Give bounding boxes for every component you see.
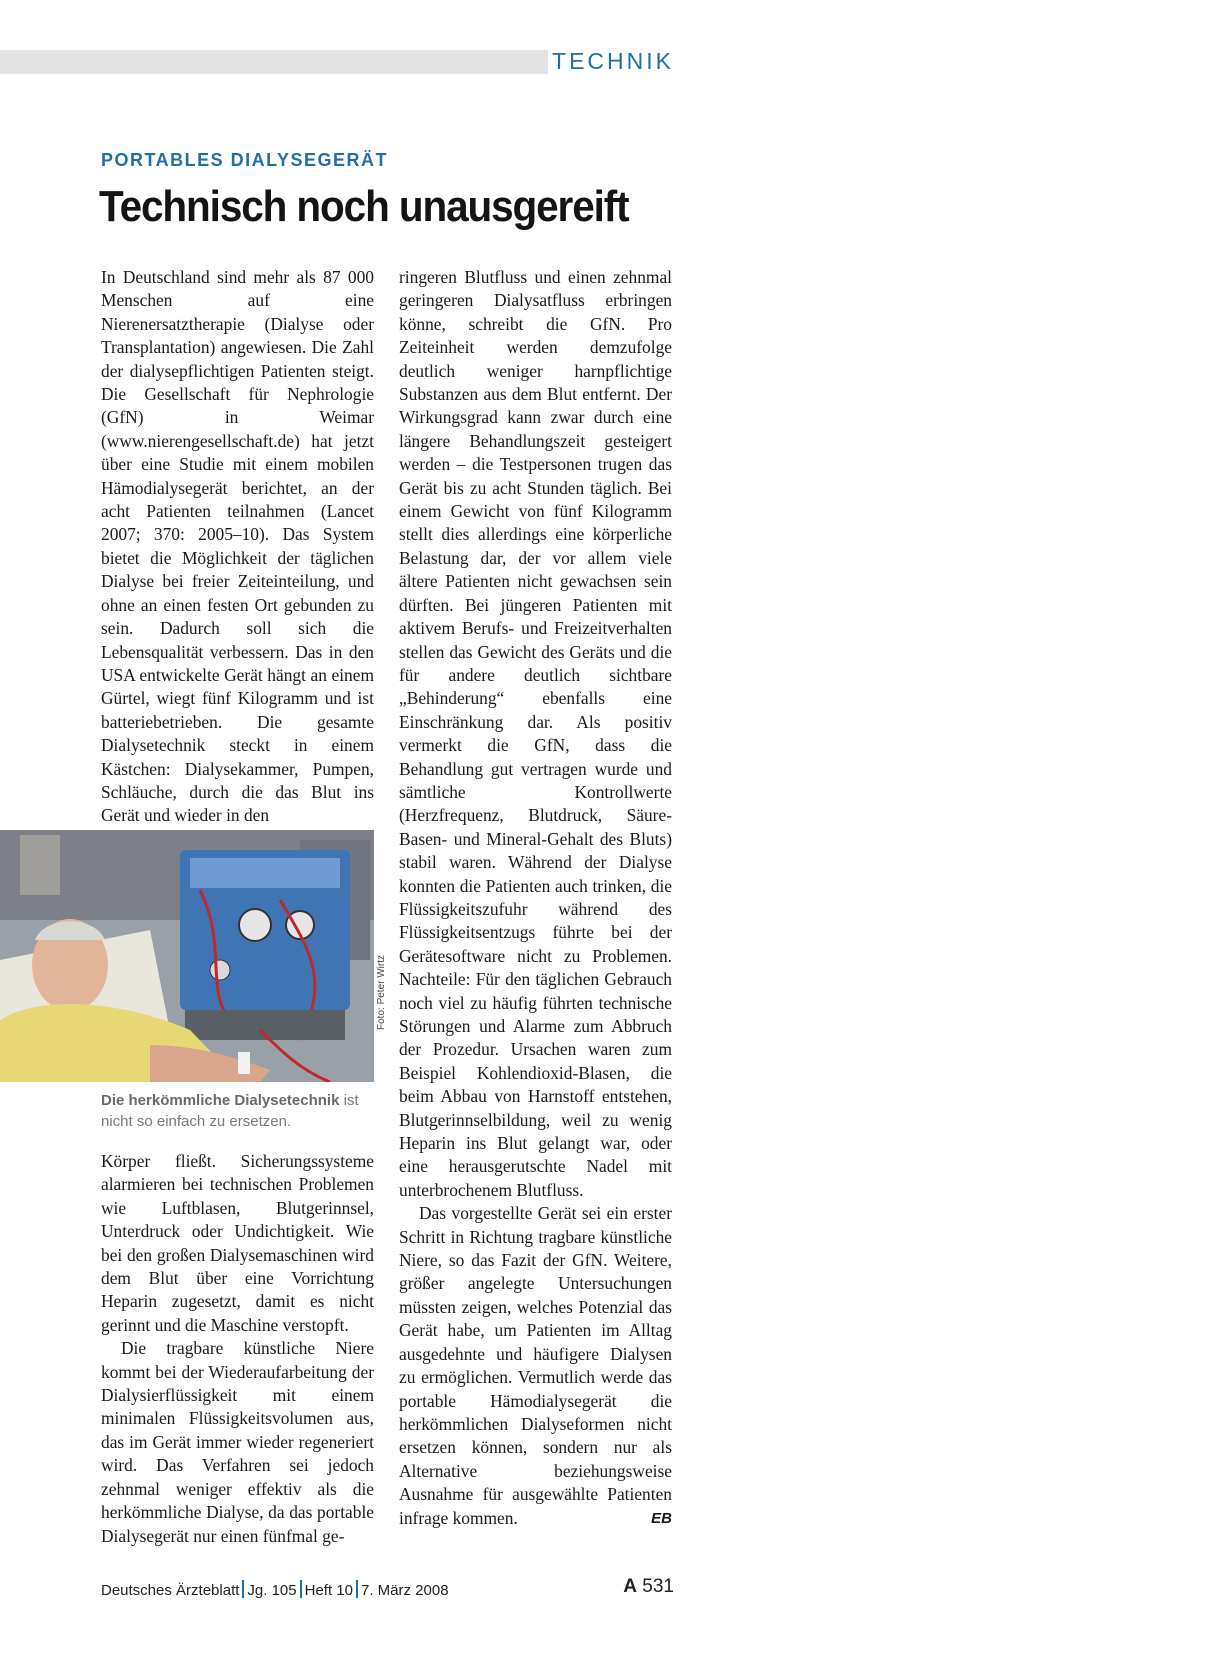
page-number [623,1576,674,1598]
divider [356,1580,358,1598]
article-column-2 [399,266,672,1530]
issue: Heft 10 [304,1582,353,1599]
paragraph: In Deutschland sind mehr als 87 000 Menschen auf eine Nierenersatztherapie (Dialyse oder Transplantation) angewiesen. Die Zahl der dialysepflichtigen Patienten steigt. Die Gesellschaft für Nephrologie (GfN) in Weimar (www.nierengesellschaft.de) hat jetzt über eine Studie mit einem mobilen Hämodialysegerät berichtet, an der acht Patienten teilnahmen (Lancet 2007; 370: 2005–10). Das System bietet die Möglichkeit der täglichen Dialyse bei freier Zeiteinteilung, und ohne an einen festen Ort gebunden zu sein. Dadurch soll sich die Lebensqualität verbessern. Das in den USA entwickelte Gerät hängt an einem Gürtel, wiegt fünf Kilogramm und ist batteriebetrieben. Die gesamte Dialysetechnik steckt in einem Kästchen: Dialysekammer, Pumpen, Schläuche, durch die das Blut ins Gerät und wieder in den [101,267,374,826]
paragraph-last [399,1202,672,1530]
journal-name: Deutsches Ärzteblatt [101,1582,240,1599]
author-signature: EB [651,1509,672,1527]
caption-bold: Die herkömmliche Dialysetechnik [101,1092,340,1109]
article-column-1-top [101,266,374,828]
paragraph: Körper fließt. Sicherungssysteme alarmieren bei technischen Problemen wie Luftblasen, Blutgerinnsel, Unterdruck oder Undichtigkeit. Wie bei den großen Dialysemaschinen wird dem Blut über eine Vorrichtung Heparin zugesetzt, damit es nicht gerinnt und die Maschine verstopft. [101,1151,374,1335]
divider [300,1580,302,1598]
photo-illustration [0,830,374,1082]
page-footer [101,1576,674,1599]
divider [242,1580,244,1598]
paragraph: ringeren Blutfluss und einen zehnmal geringeren Dialysatfluss erbringen könne, schreibt die GfN. Pro Zeiteinheit werden demzufolge deutlich weniger harnpflichtige Substanzen aus dem Blut entfernt. Der Wirkungsgrad kann zwar durch eine längere Behandlungszeit gesteigert werden – die Testpersonen trugen das Gerät bis zu acht Stunden täglich. Bei einem Gewicht von fünf Kilogramm stellt dies allerdings eine körperliche Belastung dar, der vor allem viele ältere Patienten nicht gewachsen sein dürften. Bei jüngeren Patienten mit aktivem Berufs- und Freizeitverhalten stellen das Gewicht des Geräts und die für andere deutlich sichtbare „Behinderung“ ebenfalls eine Einschränkung dar. Als positiv vermerkt die GfN, dass die Behandlung gut vertragen wurde und sämtliche Kontrollwerte (Herzfrequenz, Blutdruck, Säure-Basen- und Mineral-Gehalt des Bluts) stabil waren. Während der Dialyse konnten die Patienten auch trinken, die Flüssigkeitszufuhr während des Flüssigkeitsentzugs führte bei der Gerätesoftware nicht zu Problemen. Nachteile: Für den täglichen Gebrauch noch viel zu häufig führten technische Störungen und Alarme zum Abbruch der Prozedur. Ursachen waren zum Beispiel Kohlendioxid-Blasen, die beim Abbau von Harnstoff entstehen, Blutgerinnselbildung, weil zu wenig Heparin ins Blut gelangt war, oder eine herausgerutschte Nadel mit unterbrochenem Blutfluss. [399,267,672,1200]
section-bar [0,50,674,74]
photo-caption [101,1090,371,1132]
page-prefix: A [623,1576,638,1597]
caption-text: ist nicht so einfach zu ersetzen. [101,1092,359,1130]
paragraph: Die tragbare künstliche Niere kommt bei der Wiederaufarbeitung der Dialysierflüssigkeit mit einem minimalen Flüssigkeitsvolumen aus, das im Gerät immer wieder regeneriert wird. Das Verfahren sei jedoch zehnmal weniger effektiv als die herkömmliche Dialyse, da das portable Dialysegerät nur einen fünfmal ge- [101,1338,374,1546]
volume: Jg. 105 [247,1582,297,1599]
issue-date: 7. März 2008 [361,1582,449,1599]
section-label: TECHNIK [548,48,674,75]
photo-credit: Foto: Peter Wirtz [376,954,387,1030]
article-column-1-bottom [101,1150,374,1548]
kicker: PORTABLES DIALYSEGERÄT [101,150,389,170]
page-value: 531 [642,1576,674,1597]
dialysis-photo [0,830,374,1082]
headline: Technisch noch unausgereift [99,182,629,231]
paragraph-text: Das vorgestellte Gerät sei ein erster Schritt in Richtung tragbare künstliche Niere, so das Fazit der GfN. Weitere, größer angelegte Untersuchungen müssten zeigen, welches Potenzial das Gerät habe, um Patienten im Alltag ausgedehnte und häufigere Dialysen zu ermöglichen. Vermutlich werde das portable Hämodialysegerät die herkömmlichen Dialyseformen nicht ersetzen können, sondern nur als Alternative beziehungsweise Ausnahme für ausgewählte Patienten infrage kommen. [399,1203,672,1528]
